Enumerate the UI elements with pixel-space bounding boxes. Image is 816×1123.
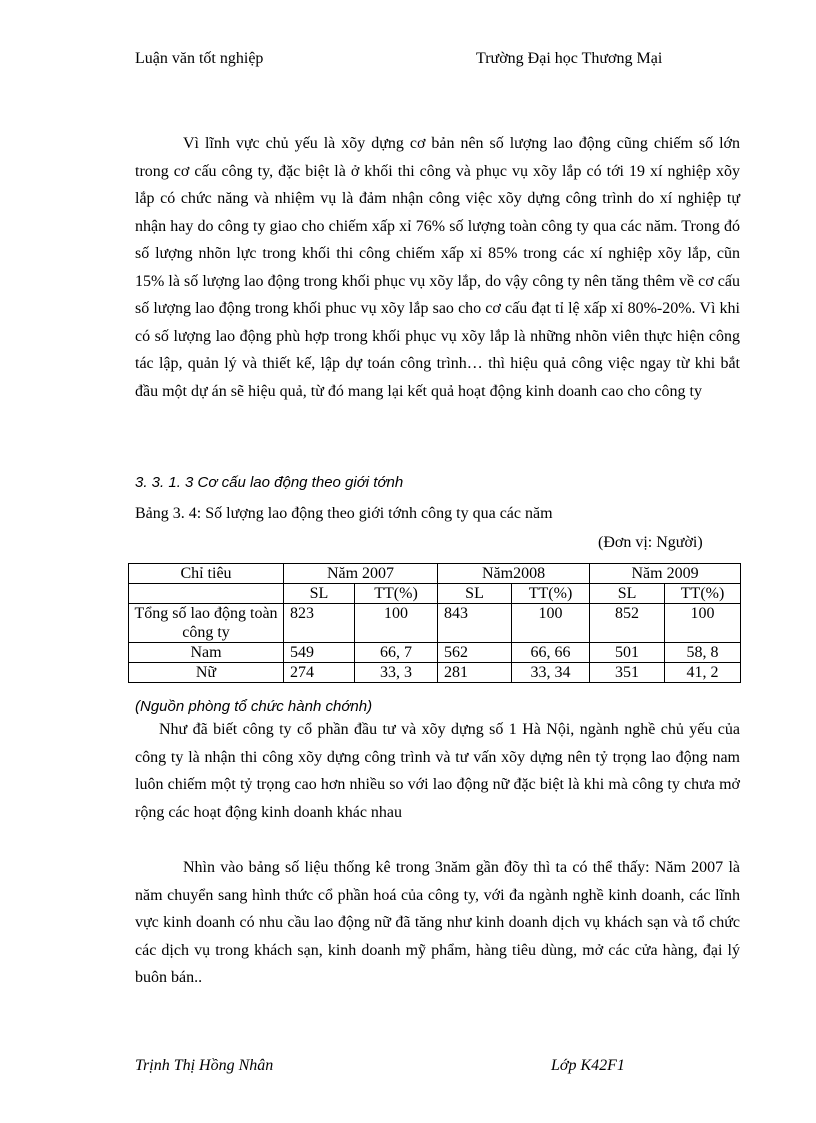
subheader-sl: SL: [284, 584, 355, 604]
subheader-tt: TT(%): [355, 584, 438, 604]
row-label: Tổng số lao động toàn công ty: [129, 604, 284, 643]
table-cell: 351: [590, 663, 665, 683]
subheader-blank: [129, 584, 284, 604]
subheader-tt: TT(%): [665, 584, 741, 604]
table-subheader-row: [129, 584, 741, 604]
table-cell: 100: [665, 604, 741, 643]
table-cell: 41, 2: [665, 663, 741, 683]
table-cell: 274: [284, 663, 355, 683]
table-row-female: [129, 663, 741, 683]
table-cell: 281: [438, 663, 512, 683]
table-row-total: [129, 604, 741, 643]
table-cell: 549: [284, 643, 355, 663]
paragraph-2: Như đã biết công ty cổ phần đầu tư và xõy dựng số 1 Hà Nội, ngành nghề chủ yếu của công ty là nhận thi công xõy dựng công trình và tư vấn xõy dựng nên tỷ trọng lao động nam luôn chiếm một tỷ trọng cao hơn nhiều so với lao động nữ đặc biệt là khi mà công ty chưa mở rộng các hoạt động kinh doanh khác nhau: [135, 721, 740, 821]
table-row-male: [129, 643, 741, 663]
table-cell: 66, 7: [355, 643, 438, 663]
footer-class: Lớp K42F1: [551, 1057, 625, 1074]
table-cell: 33, 34: [512, 663, 590, 683]
table-cell: 58, 8: [665, 643, 741, 663]
table-cell: 100: [355, 604, 438, 643]
table-caption: Bảng 3. 4: Số lượng lao động theo giới tớnh công ty qua các năm: [135, 505, 553, 522]
table-cell: 66, 66: [512, 643, 590, 663]
table-cell: 852: [590, 604, 665, 643]
table-cell: 843: [438, 604, 512, 643]
header-indicator: Chỉ tiêu: [129, 564, 284, 584]
labor-gender-table: [128, 563, 741, 683]
header-year-2008: Năm2008: [438, 564, 590, 584]
paragraph-1: Vì lĩnh vực chủ yếu là xõy dựng cơ bản nên số lượng lao động cũng chiếm số lớn trong cơ cấu công ty, đặc biệt là ở khối thi công và phục vụ xõy lắp có tới 19 xí nghiệp xõy lắp có chức năng và nhiệm vụ là đảm nhận công việc xõy dựng công trình do xí nghiệp tự nhận hay do công ty giao cho chiếm xấp xỉ 76% số lượng toàn công ty qua các năm. Trong đó số lượng nhõn lực trong khối thi công chiếm xấp xỉ 85% trong các xí nghiệp xõy lắp, cũn 15% là số lượng lao động trong khối phục vụ xõy lắp, do vậy công ty nên tăng thêm về cơ cấu số lượng lao động trong khối phuc vụ xõy lắp sao cho cơ cấu đạt tỉ lệ xấp xỉ 80%-20%. Vì khi có số lượng lao động phù hợp trong khối phục vụ xõy lắp là những nhõn viên thực hiện công tác lập, quản lý và thiết kế, lập dự toán công trình… thì hiệu quả công việc ngay từ khi bắt đầu một dự án sẽ hiệu quả, từ đó mang lại kết quả hoạt động kinh doanh cao cho công ty: [135, 135, 740, 400]
table-cell: 33, 3: [355, 663, 438, 683]
table-header-row: [129, 564, 741, 584]
section-title: 3. 3. 1. 3 Cơ cấu lao động theo giới tớnh: [135, 474, 404, 491]
row-label: Nam: [129, 643, 284, 663]
table-source: (Nguồn phòng tổ chức hành chớnh): [135, 698, 373, 715]
table-cell: 562: [438, 643, 512, 663]
subheader-sl: SL: [590, 584, 665, 604]
subheader-sl: SL: [438, 584, 512, 604]
header-left: Luận văn tốt nghiệp: [135, 50, 264, 67]
row-label: Nữ: [129, 663, 284, 683]
header-right: Trường Đại học Thương Mại: [476, 50, 663, 67]
table-unit: (Đơn vị: Người): [598, 534, 703, 551]
footer-author: Trịnh Thị Hồng Nhân: [135, 1057, 274, 1074]
header-year-2007: Năm 2007: [284, 564, 438, 584]
table-cell: 823: [284, 604, 355, 643]
table-cell: 501: [590, 643, 665, 663]
header-year-2009: Năm 2009: [590, 564, 741, 584]
subheader-tt: TT(%): [512, 584, 590, 604]
table-cell: 100: [512, 604, 590, 643]
paragraph-3: Nhìn vào bảng số liệu thống kê trong 3năm gần đõy thì ta có thể thấy: Năm 2007 là năm chuyển sang hình thức cổ phần hoá của công ty, với đa ngành nghề kinh doanh, các lĩnh vực kinh doanh có nhu cầu lao động nữ đã tăng như kinh doanh dịch vụ khách sạn và tổ chức các dịch vụ trong khách sạn, kinh doanh mỹ phẩm, hàng tiêu dùng, mở các cửa hàng, đại lý buôn bán..: [135, 859, 740, 986]
